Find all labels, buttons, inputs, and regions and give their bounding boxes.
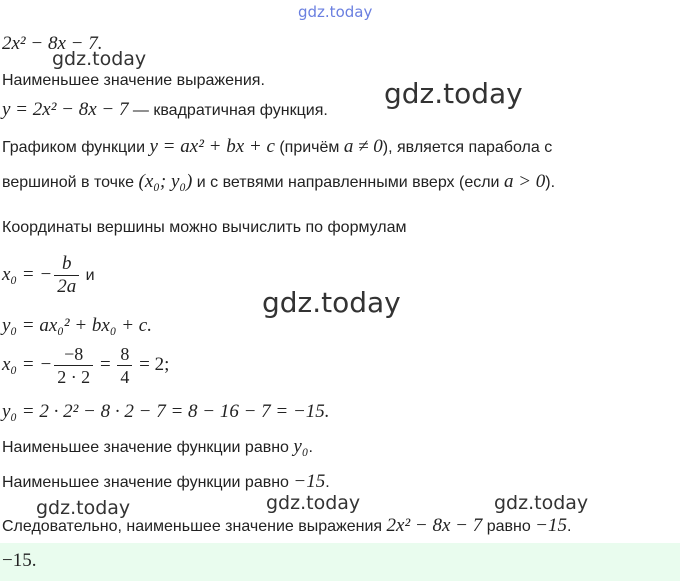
x0-calc-den-1: 2 · 2 [57,367,91,388]
vertex-math-2: a > 0 [503,171,546,192]
x0-calc-rhs: = 2; [134,354,170,375]
x0-calc-num-2: 8 [117,343,132,366]
x0-and: и [81,267,95,284]
definition-line [2,100,328,121]
x0-calc-den-2: 4 [120,367,130,388]
watermark-top: gdz.today [298,3,373,21]
min-2-end: . [325,474,330,491]
graph-math-1: y = ax² + bx + c [149,136,275,157]
expression-math: 2x² − 8x − 7. [2,33,103,54]
x0-calc-line [2,340,169,391]
graph-text-3: ), является парабола с [382,139,553,156]
conclusion-end: . [567,518,572,535]
answer-box [0,543,680,581]
y0-calc: y₀ = 2 · 2² − 8 · 2 − 7 = 8 − 16 − 7 = −15. [2,401,330,422]
min-line-2 [2,472,330,493]
y0-formula-line [2,316,152,337]
conclusion-text-1: Следовательно, наименьшее значение выражения [2,518,387,535]
min-2-math: −15 [293,471,326,492]
min-1-text: Наименьшее значение функции равно [2,439,294,456]
graph-line [2,137,552,158]
x0-calc-eq: = [95,354,116,375]
vertex-line [2,172,555,193]
x0-calc-fraction-2 [117,343,132,388]
y0-formula: y₀ = ax₀² + bx₀ + c. [2,315,152,336]
x0-numerator: b [54,253,79,276]
watermark: gdz.today [52,48,147,70]
graph-text-2: (причём [274,139,344,156]
x0-calc-num-1: −8 [54,343,93,366]
definition-text: — квадратичная функция. [128,102,328,119]
min-1-end: . [308,439,313,456]
x0-fraction [54,253,79,298]
y0-calc-line [2,402,330,423]
vertex-text-2: и с ветвями направленными вверх (если [192,174,504,191]
conclusion-math-2: −15 [535,515,567,536]
conclusion-math: 2x² − 8x − 7 [386,515,483,536]
task-line: Наименьшее значение выражения. [2,72,265,89]
watermark: gdz.today [266,492,361,514]
min-line-1 [2,437,313,458]
vertex-text-3: ). [545,174,556,191]
conclusion-text-2: равно [482,518,536,535]
watermark: gdz.today [36,497,131,519]
answer-line [2,551,36,572]
graph-text-1: Графиком функции [2,139,150,156]
coords-line: Координаты вершины можно вычислить по формулам [2,219,407,236]
watermark: gdz.today [384,77,523,110]
watermark: gdz.today [262,286,401,319]
graph-math-2: a ≠ 0 [343,136,383,157]
x0-lhs: x₀ = − [2,264,53,285]
x0-calc-lhs: x₀ = − [2,354,53,375]
x0-calc-fraction-1 [54,343,93,388]
vertex-math: (x₀; y₀) [138,171,193,192]
answer-value: −15. [2,550,37,571]
min-1-math: y₀ [293,436,309,457]
x0-denominator: 2a [57,276,77,298]
min-2-text: Наименьшее значение функции равно [2,474,294,491]
watermark: gdz.today [494,492,589,514]
vertex-text-1: вершиной в точке [2,174,139,191]
definition-math: y = 2x² − 8x − 7 [2,99,129,120]
conclusion-line [2,516,571,537]
x0-formula-line [2,252,95,299]
